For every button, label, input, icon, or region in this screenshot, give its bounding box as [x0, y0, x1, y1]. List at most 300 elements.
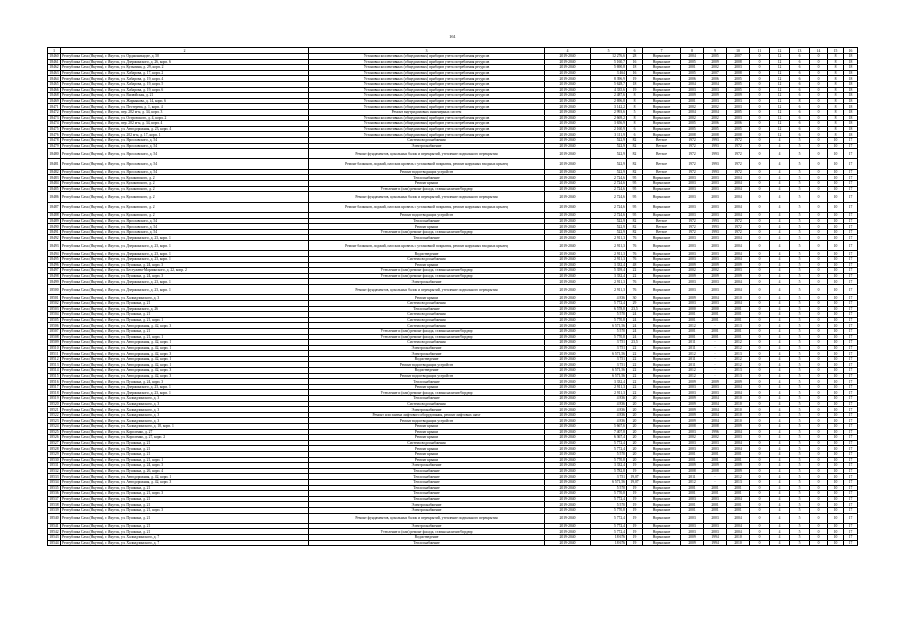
table-cell: 18527 — [49, 441, 59, 446]
table-cell: Республика Саха (Якутия), г. Якутск, ул. Пушкина, д. 21, корп. 1 — [61, 457, 309, 463]
table-cell: 18497 — [49, 268, 59, 273]
table-cell: 4 836 — [591, 396, 627, 402]
table-cell: 17 — [844, 491, 858, 497]
table-cell: Система водоснабжения — [309, 401, 545, 407]
table-cell: 2001 — [704, 317, 727, 323]
table-cell: Система водоснабжения — [309, 256, 545, 262]
table-cell: Нормалное — [643, 390, 681, 396]
table-cell: 5 — [790, 373, 810, 379]
table-cell: 8 — [828, 93, 844, 99]
table-cell: 1972 — [727, 143, 750, 149]
table-cell: Республика Саха (Якутия), г. Якутск, ул. Пестерева, д. 1, корп. 4 — [61, 104, 309, 110]
table-cell: 10 — [828, 306, 844, 312]
table-cell: 2009 — [681, 412, 704, 418]
table-cell: 2011 — [681, 340, 704, 346]
table-cell: 0 — [750, 457, 770, 463]
table-cell: 3 751 — [591, 356, 627, 362]
table-cell: 8 — [828, 109, 844, 115]
table-cell: 18 — [844, 87, 858, 93]
table-cell: 20 — [627, 424, 643, 430]
table-cell: 2019-2040 — [545, 126, 591, 132]
table-cell: 5 — [790, 300, 810, 306]
table-cell: 10 — [828, 186, 844, 192]
table-cell: Нормалное — [643, 295, 681, 301]
table-cell: 48 — [627, 262, 643, 268]
table-cell: Республика Саха (Якутия), г. Якутск, ул. Автодорожная, д. 42, корп. 3 — [61, 351, 309, 357]
table-cell: 6 — [790, 54, 810, 60]
table-cell: 18481 — [48, 159, 61, 169]
table-cell: Республика Саха (Якутия), г. Якутск, ул. Кулаковского, д. 2 — [61, 192, 309, 202]
table-cell: 4 — [770, 323, 790, 329]
table-cell: 1972 — [727, 229, 750, 235]
table-cell: 17 — [844, 137, 858, 143]
table-cell: 4 — [770, 463, 790, 469]
table-cell: 2009 — [681, 93, 704, 99]
header-cell: 5 — [591, 48, 627, 54]
table-cell: 2003 — [704, 390, 727, 396]
table-cell: 8 — [790, 98, 810, 104]
table-cell: 0 — [750, 213, 770, 219]
table-cell: 8 — [627, 121, 643, 127]
table-cell: 6 571,56 — [591, 323, 627, 329]
table-cell: 2005 — [727, 76, 750, 82]
table-cell: 0 — [750, 368, 770, 374]
table-cell: 17 — [844, 169, 858, 175]
table-cell: Ремонт внутридомовых инженерных систем — [309, 109, 545, 115]
table-cell: Ветхое — [643, 143, 681, 149]
table-cell: 20 — [627, 407, 643, 413]
table-cell: 5 — [790, 384, 810, 390]
table-cell: 22 — [627, 379, 643, 385]
table-cell: 10 — [828, 334, 844, 340]
table-cell: 2001 — [704, 457, 727, 463]
table-cell: 10 — [828, 328, 844, 334]
table-cell: 2003 — [704, 251, 727, 257]
table-cell: Республика Саха (Якутия), г. Якутск, ул. Хабарова, д. 19, корп. 4 — [61, 76, 309, 82]
table-cell: 0 — [750, 81, 770, 87]
table-cell: 2019-2040 — [545, 273, 591, 279]
table-cell: 2019-2040 — [545, 468, 591, 474]
table-cell: 0 — [810, 251, 828, 257]
table-cell: 5 772,4 — [591, 513, 627, 523]
table-cell: Ветхое — [643, 224, 681, 230]
table-cell: 10 — [828, 496, 844, 502]
table-cell: 2002 — [704, 104, 727, 110]
table-cell: 2 160,9 — [591, 126, 627, 132]
table-cell: Республика Саха (Якутия), г. Якутск, ул. Хабарова, д. 19, корп. 5 — [61, 81, 309, 87]
table-cell: Водоотведение — [309, 356, 545, 362]
table-cell: 2001 — [681, 312, 704, 318]
table-cell: 82 — [627, 169, 643, 175]
table-cell: 5 — [790, 279, 810, 285]
table-cell: Республика Саха (Якутия), г. Якутск, ул. Короленко, д. 27 — [61, 429, 309, 435]
table-cell: 3 751 — [591, 345, 627, 351]
table-cell: 2002 — [704, 268, 727, 274]
table-cell: 17 — [844, 340, 858, 346]
table-cell: 2019-2040 — [545, 65, 591, 71]
table-cell: 2001 — [727, 317, 750, 323]
table-cell: 2003 — [681, 390, 704, 396]
table-cell: 18 — [844, 81, 858, 87]
table-cell: 4 — [770, 235, 790, 241]
table-cell: 2009 — [681, 262, 704, 268]
table-cell: Нормалное — [643, 540, 681, 546]
table-cell: Ремонт водоотводящих устройств — [309, 169, 545, 175]
table-cell: 18 — [844, 59, 858, 65]
table-cell: 4 — [770, 229, 790, 235]
table-cell: 18466 — [49, 87, 59, 92]
table-cell: 10 — [828, 401, 844, 407]
table-cell: Ремонт балконов, лоджий, плоских кровель с установкой покрытия, ремонт наружных входных крылец — [309, 202, 545, 212]
table-cell: 3 332,4 — [591, 262, 627, 268]
table-cell: 2005 — [681, 70, 704, 76]
table-cell: 17 — [844, 468, 858, 474]
table-cell: 18501 — [49, 295, 59, 300]
table-cell: Республика Саха (Якутия), г. Якутск, ул. Халиадзинского, д. 7 — [61, 540, 309, 546]
table-cell: 6 — [790, 126, 810, 132]
table-cell: 8 — [828, 121, 844, 127]
table-cell: Нормалное — [643, 70, 681, 76]
table-cell: 3 111,9 — [591, 132, 627, 138]
table-cell: 2003 — [704, 529, 727, 535]
table-cell: 2001 — [681, 328, 704, 334]
table-cell: 0 — [810, 235, 828, 241]
table-cell: 0 — [750, 65, 770, 71]
table-cell: Республика Саха (Якутия), г. Якутск, ул. Пушкина, д. 21 — [61, 523, 309, 529]
table-cell: Утепление и (или) ремонт фасада, ставня наличие/бордюр — [309, 390, 545, 396]
table-cell: 1993 — [704, 149, 727, 159]
table-cell: 0 — [750, 279, 770, 285]
table-cell: Ремонт крыши — [309, 424, 545, 430]
table-cell: 2019-2040 — [545, 169, 591, 175]
table-cell: Нормалное — [643, 251, 681, 257]
table-cell: 95 — [627, 186, 643, 192]
table-cell: 18541 — [49, 524, 59, 529]
table-cell: 2003 — [681, 513, 704, 523]
table-cell: 18528 — [49, 446, 59, 451]
table-cell: 2001 — [704, 491, 727, 497]
table-cell: 17 — [844, 440, 858, 446]
table-cell: 5 — [790, 474, 810, 480]
table-row — [48, 513, 858, 523]
table-cell: 2004 — [704, 81, 727, 87]
table-cell: 522,9 — [591, 218, 627, 224]
table-cell: Нормалное — [643, 115, 681, 121]
table-cell: 10 — [828, 279, 844, 285]
table-cell: 2011 — [681, 345, 704, 351]
table-cell: Нормалное — [643, 65, 681, 71]
table-cell: 5 — [790, 418, 810, 424]
table-cell: 3 751 — [591, 340, 627, 346]
table-cell: Нормалное — [643, 496, 681, 502]
table-cell: 20 — [627, 401, 643, 407]
table-cell: 0 — [750, 121, 770, 127]
table-cell: 2019-2040 — [545, 496, 591, 502]
table-cell: Ремонт фундаментов, цокольных балок и перекрытий, утепление подвального перекрытия — [309, 149, 545, 159]
table-cell: 10 — [828, 468, 844, 474]
table-cell: 2003 — [681, 429, 704, 435]
table-cell: Теплоснабжение — [309, 540, 545, 546]
table-cell: 2013 — [727, 373, 750, 379]
table-cell: 5 — [790, 181, 810, 187]
table-cell: 10 — [828, 435, 844, 441]
table-cell: Нормалное — [643, 356, 681, 362]
table-cell: 23,5 — [627, 306, 643, 312]
table-cell: 17 — [844, 457, 858, 463]
table-cell: Теплоснабжение — [309, 485, 545, 491]
table-cell: 0 — [810, 70, 828, 76]
table-cell: 10 — [828, 356, 844, 362]
table-cell: 2019-2040 — [545, 262, 591, 268]
table-cell: 2003 — [681, 284, 704, 294]
table-cell: 12 — [770, 93, 790, 99]
table-cell: 5 — [790, 407, 810, 413]
table-cell: Нормалное — [643, 328, 681, 334]
table-cell: 2019-2040 — [545, 368, 591, 374]
table-cell: 2001 — [681, 491, 704, 497]
table-cell: 0 — [810, 65, 828, 71]
table-cell: 0 — [750, 306, 770, 312]
table-cell: 1993 — [704, 224, 727, 230]
table-cell: 2003 — [704, 440, 727, 446]
table-cell: 5 — [790, 159, 810, 169]
table-cell: 2 724,6 — [591, 202, 627, 212]
table-cell: 4 836 — [591, 412, 627, 418]
table-cell: 0 — [750, 241, 770, 251]
table-cell: 10 — [828, 175, 844, 181]
table-cell: Республика Саха (Якутия), г. Якутск, ул. Автодорожная, д. 42, корп. 3 — [61, 368, 309, 374]
table-cell: 0 — [810, 186, 828, 192]
table-cell: 522,9 — [591, 143, 627, 149]
table-cell: 8 — [627, 115, 643, 121]
table-cell: Республика Саха (Якутия), г. Якутск, ул. Пушкина, д. 21 — [61, 485, 309, 491]
table-cell: 18513 — [49, 362, 59, 367]
table-cell: Нормалное — [643, 491, 681, 497]
table-cell: 4 — [770, 186, 790, 192]
table-cell: 4 — [770, 446, 790, 452]
table-cell: 17 — [844, 306, 858, 312]
table-cell: 82 — [627, 143, 643, 149]
table-cell: 4 — [770, 474, 790, 480]
table-cell: Нормалное — [643, 186, 681, 192]
table-cell: Ремонт крыши — [309, 457, 545, 463]
table-cell: 0 — [750, 317, 770, 323]
table-cell: 2003 — [681, 279, 704, 285]
table-cell: Ремонт крыши — [309, 384, 545, 390]
table-cell: 2 911,3 — [591, 279, 627, 285]
table-cell: 12 — [770, 59, 790, 65]
table-cell: - — [704, 474, 727, 480]
table-cell: 2019-2040 — [545, 463, 591, 469]
table-cell: 2019-2040 — [545, 451, 591, 457]
table-cell: 10 — [828, 202, 844, 212]
table-cell: 12 — [770, 76, 790, 82]
table-cell: 10 — [828, 540, 844, 546]
table-cell: 2012 — [681, 351, 704, 357]
table-cell: 6 — [790, 87, 810, 93]
table-cell: 18530 — [49, 457, 59, 462]
table-cell: 4 — [770, 300, 790, 306]
table-cell: 2002 — [681, 115, 704, 121]
table-cell: 1972 — [727, 169, 750, 175]
table-cell: 0 — [810, 159, 828, 169]
table-cell: 0 — [810, 529, 828, 535]
table-cell: 0 — [810, 435, 828, 441]
table-cell: 17 — [844, 435, 858, 441]
table-cell: 18512 — [49, 357, 59, 362]
table-cell: 2001 — [704, 507, 727, 513]
table-row — [48, 192, 858, 202]
table-cell: 2003 — [681, 175, 704, 181]
table-cell: Ветхое — [643, 229, 681, 235]
table-cell: 0 — [750, 54, 770, 60]
table-cell: 8 — [828, 81, 844, 87]
table-cell: 2019-2040 — [545, 87, 591, 93]
table-cell: 0 — [810, 390, 828, 396]
table-cell: 18531 — [49, 463, 59, 468]
table-cell: Установка коллективных (общедомовых) приборов учета потребления ресурсов — [309, 98, 545, 104]
table-cell: 2004 — [727, 440, 750, 446]
table-cell: Республика Саха (Якутия), г. Якутск, ул. Вилюйская, д. 21 — [61, 93, 309, 99]
table-cell: 2000 — [704, 306, 727, 312]
table-cell: 2 993,6 — [591, 109, 627, 115]
table-cell: 24 — [627, 334, 643, 340]
table-cell: 4 — [770, 143, 790, 149]
table-cell: 2001 — [704, 502, 727, 508]
table-cell: 2010 — [727, 407, 750, 413]
table-cell: 16 — [627, 70, 643, 76]
table-cell: 2003 — [681, 446, 704, 452]
table-cell: 18483 — [49, 175, 59, 180]
table-cell: 17 — [844, 529, 858, 535]
table-cell: 18544 — [49, 540, 59, 545]
table-cell: 5 — [790, 169, 810, 175]
table-cell: 5 359,4 — [591, 268, 627, 274]
table-cell: 20 — [627, 429, 643, 435]
table-cell: Республика Саха (Якутия), г. Якутск, ул. Пушкина, д. 21 — [61, 300, 309, 306]
header-cell: 11 — [750, 48, 770, 54]
table-cell: 0 — [810, 362, 828, 368]
table-cell: 2019-2040 — [545, 59, 591, 65]
table-cell: 18534 — [49, 480, 59, 485]
table-row — [48, 390, 858, 396]
table-cell: 10 — [828, 396, 844, 402]
table-cell: 0 — [810, 485, 828, 491]
table-cell: 2001 — [681, 502, 704, 508]
table-cell: 0 — [810, 279, 828, 285]
table-cell: 4 — [770, 251, 790, 257]
table-cell: 22 — [627, 351, 643, 357]
table-cell: 5 772,4 — [591, 523, 627, 529]
table-cell: 18 — [844, 115, 858, 121]
table-cell: 6 367,4 — [591, 435, 627, 441]
table-cell: 18493 — [48, 241, 61, 251]
table-cell: 522,9 — [591, 229, 627, 235]
table-cell: Система водоснабжения — [309, 300, 545, 306]
table-cell: 10 — [828, 323, 844, 329]
table-cell: 4 — [770, 451, 790, 457]
table-cell: 0 — [810, 468, 828, 474]
table-cell: 2019-2040 — [545, 300, 591, 306]
table-cell: 2004 — [704, 412, 727, 418]
table-cell: 17 — [844, 356, 858, 362]
table-cell: 2008 — [704, 424, 727, 430]
table-cell: Нормалное — [643, 93, 681, 99]
table-cell: 2019-2040 — [545, 401, 591, 407]
table-cell: 2001 — [681, 457, 704, 463]
table-cell: 3 332,4 — [591, 379, 627, 385]
table-cell: 2 911,3 — [591, 235, 627, 241]
table-cell: 0 — [810, 115, 828, 121]
table-cell: 2003 — [681, 384, 704, 390]
table-cell: 18484 — [49, 181, 59, 186]
table-cell: 0 — [750, 76, 770, 82]
table-cell: 5 — [790, 429, 810, 435]
table-cell: 0 — [750, 345, 770, 351]
table-cell: 10 — [828, 213, 844, 219]
table-cell: 0 — [810, 474, 828, 480]
table-cell: 10 — [828, 491, 844, 497]
table-cell: 2003 — [704, 175, 727, 181]
table-cell: 10 — [828, 159, 844, 169]
table-cell: 2003 — [681, 496, 704, 502]
table-cell: 5 — [790, 513, 810, 523]
table-cell: 18492 — [49, 235, 59, 240]
table-cell: 4 — [770, 317, 790, 323]
table-cell: 0 — [810, 396, 828, 402]
table-cell: 10 — [828, 268, 844, 274]
table-cell: 5 — [790, 202, 810, 212]
table-cell: 12 276,6 — [591, 54, 627, 60]
table-cell: 5 772,4 — [591, 300, 627, 306]
table-cell: 6 — [790, 121, 810, 127]
header-cell: 13 — [790, 48, 810, 54]
table-cell: Ветхое — [643, 149, 681, 159]
table-cell: 10 — [828, 418, 844, 424]
table-cell: 2019-2040 — [545, 523, 591, 529]
table-cell: - — [704, 351, 727, 357]
table-cell: 5 — [790, 356, 810, 362]
table-cell: 2008 — [727, 132, 750, 138]
table-cell: 18488 — [49, 213, 59, 218]
table-cell: 20 — [627, 418, 643, 424]
table-cell: Ремонт крыши — [309, 446, 545, 452]
table-cell: Нормалное — [643, 479, 681, 485]
table-cell: Ремонт крыши — [309, 224, 545, 230]
table-cell: Республика Саха (Якутия), г. Якутск, ул. Кулаковского, д. 2 — [61, 181, 309, 187]
table-cell: Нормалное — [643, 384, 681, 390]
table-cell: 5 — [790, 218, 810, 224]
table-cell: 4 — [770, 523, 790, 529]
table-cell: 5 — [790, 149, 810, 159]
table-cell: 0 — [810, 169, 828, 175]
table-cell: 4 — [770, 368, 790, 374]
table-cell: 18472 — [49, 110, 59, 115]
table-cell: 0 — [810, 513, 828, 523]
table-cell: 0 — [810, 109, 828, 115]
table-cell: Электроснабжение — [309, 279, 545, 285]
table-cell: 19 — [627, 535, 643, 541]
table-cell: 4 — [770, 356, 790, 362]
table-cell: 18489 — [49, 218, 59, 223]
table-cell: 5 — [627, 109, 643, 115]
table-cell: Республика Саха (Якутия), г. Якутск, ул. 202 м-н, д. 17, корп. 1 — [61, 132, 309, 138]
table-cell: 2019-2040 — [545, 268, 591, 274]
table-cell: Нормалное — [643, 273, 681, 279]
table-cell: 18537 — [49, 497, 59, 502]
table-cell: Республика Саха (Якутия), г. Якутск, ул. Халиадзинского, д. 3 — [61, 295, 309, 301]
table-cell: 2004 — [681, 81, 704, 87]
